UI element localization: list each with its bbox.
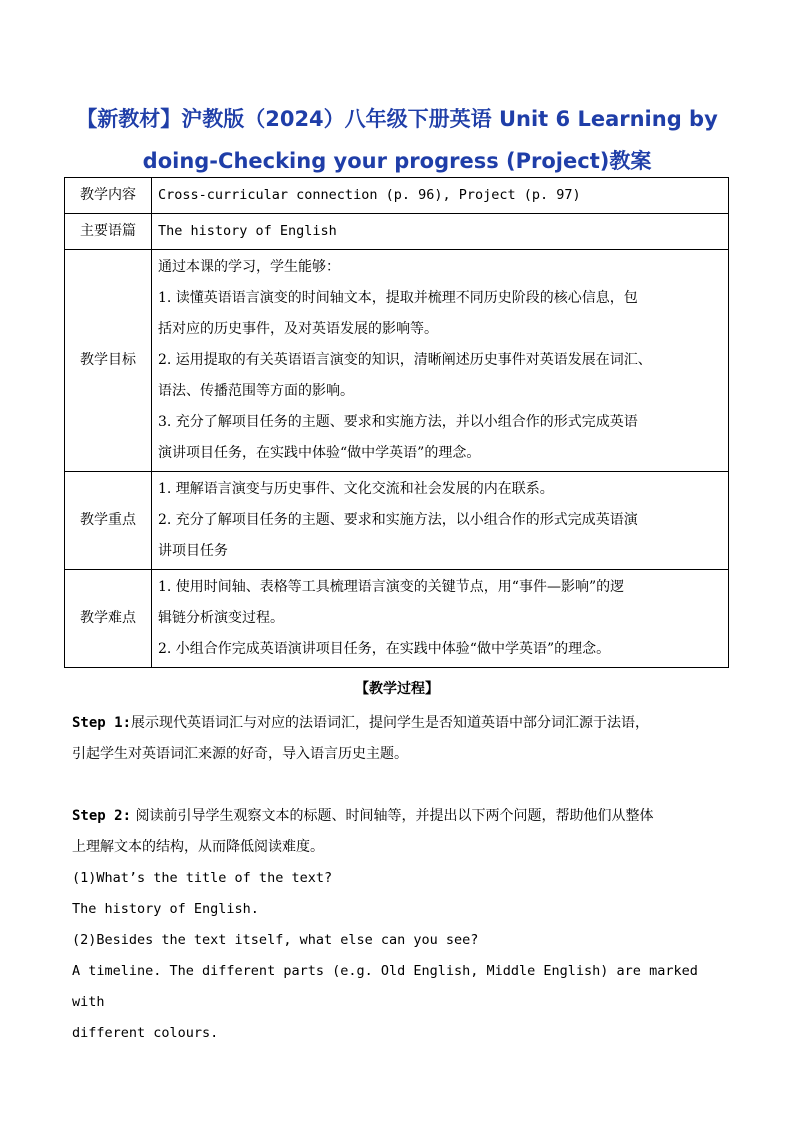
content-line: 通过本课的学习，学生能够： [158, 259, 340, 275]
row-content [152, 178, 729, 214]
table-row [65, 250, 729, 472]
answer-2-cont: different colours. [72, 1025, 219, 1041]
content-line: 演讲项目任务，在实践中体验“做中学英语”的理念。 [158, 445, 481, 461]
content-line: 辑链分析演变过程。 [158, 610, 284, 626]
row-label: 教学重点 [65, 472, 152, 570]
row-label: 教学目标 [65, 250, 152, 472]
row-label: 主要语篇 [65, 214, 152, 250]
content-line: 1. 使用时间轴、表格等工具梳理语言演变的关键节点，用“事件—影响”的逻 [158, 579, 625, 595]
document-title [60, 98, 734, 182]
step1-text: 展示现代英语词汇与对应的法语词汇，提问学生是否知道英语中部分词汇源于法语， [131, 715, 650, 731]
table-row [65, 570, 729, 668]
row-label: 教学内容 [65, 178, 152, 214]
title-line-1: 【新教材】沪教版（2024）八年级下册英语 Unit 6 Learning by [76, 107, 718, 131]
row-content [152, 472, 729, 570]
question-2: (2)Besides the text itself, what else can you see? [72, 932, 479, 948]
step2-label: Step 2: [72, 808, 132, 824]
content-line: 讲项目任务 [158, 543, 228, 559]
table-row [65, 214, 729, 250]
row-label: 教学难点 [65, 570, 152, 668]
question-1: (1)What’s the title of the text? [72, 870, 333, 886]
process-heading: 【教学过程】 [355, 681, 439, 697]
content-line: 语法、传播范围等方面的影响。 [158, 383, 354, 399]
step2-paragraph-cont: 上理解文本的结构，从而降低阅读难度。 [72, 839, 324, 855]
lesson-plan-table [64, 177, 729, 668]
step2-paragraph [72, 801, 727, 832]
table-row [65, 178, 729, 214]
table-row [65, 472, 729, 570]
step1-paragraph [72, 708, 727, 739]
content-line: 2. 运用提取的有关英语语言演变的知识，清晰阐述历史事件对英语发展在词汇、 [158, 352, 652, 368]
content-line: The history of English [158, 223, 337, 239]
content-line: 3. 充分了解项目任务的主题、要求和实施方法，并以小组合作的形式完成英语 [158, 414, 638, 430]
content-line: 1. 理解语言演变与历史事件、文化交流和社会发展的内在联系。 [158, 481, 554, 497]
process-body [72, 708, 727, 1049]
answer-2: A timeline. The different parts (e.g. Old English, Middle English) are marked with [72, 963, 698, 1010]
row-content [152, 250, 729, 472]
content-line: 括对应的历史事件，及对英语发展的影响等。 [158, 321, 438, 337]
step2-text: 阅读前引导学生观察文本的标题、时间轴等，并提出以下两个问题，帮助他们从整体 [131, 808, 654, 824]
content-line: 2. 充分了解项目任务的主题、要求和实施方法，以小组合作的形式完成英语演 [158, 512, 638, 528]
title-line-2: doing-Checking your progress (Project)教案 [142, 149, 652, 173]
content-line: Cross-curricular connection (p. 96), Project (p. 97) [158, 187, 581, 203]
content-line: 1. 读懂英语语言演变的时间轴文本，提取并梳理不同历史阶段的核心信息，包 [158, 290, 638, 306]
content-line: 2. 小组合作完成英语演讲项目任务，在实践中体验“做中学英语”的理念。 [158, 641, 611, 657]
answer-1: The history of English. [72, 901, 259, 917]
step1-label: Step 1: [72, 715, 132, 731]
row-content [152, 570, 729, 668]
row-content [152, 214, 729, 250]
step1-paragraph-cont: 引起学生对英语词汇来源的好奇，导入语言历史主题。 [72, 746, 408, 762]
